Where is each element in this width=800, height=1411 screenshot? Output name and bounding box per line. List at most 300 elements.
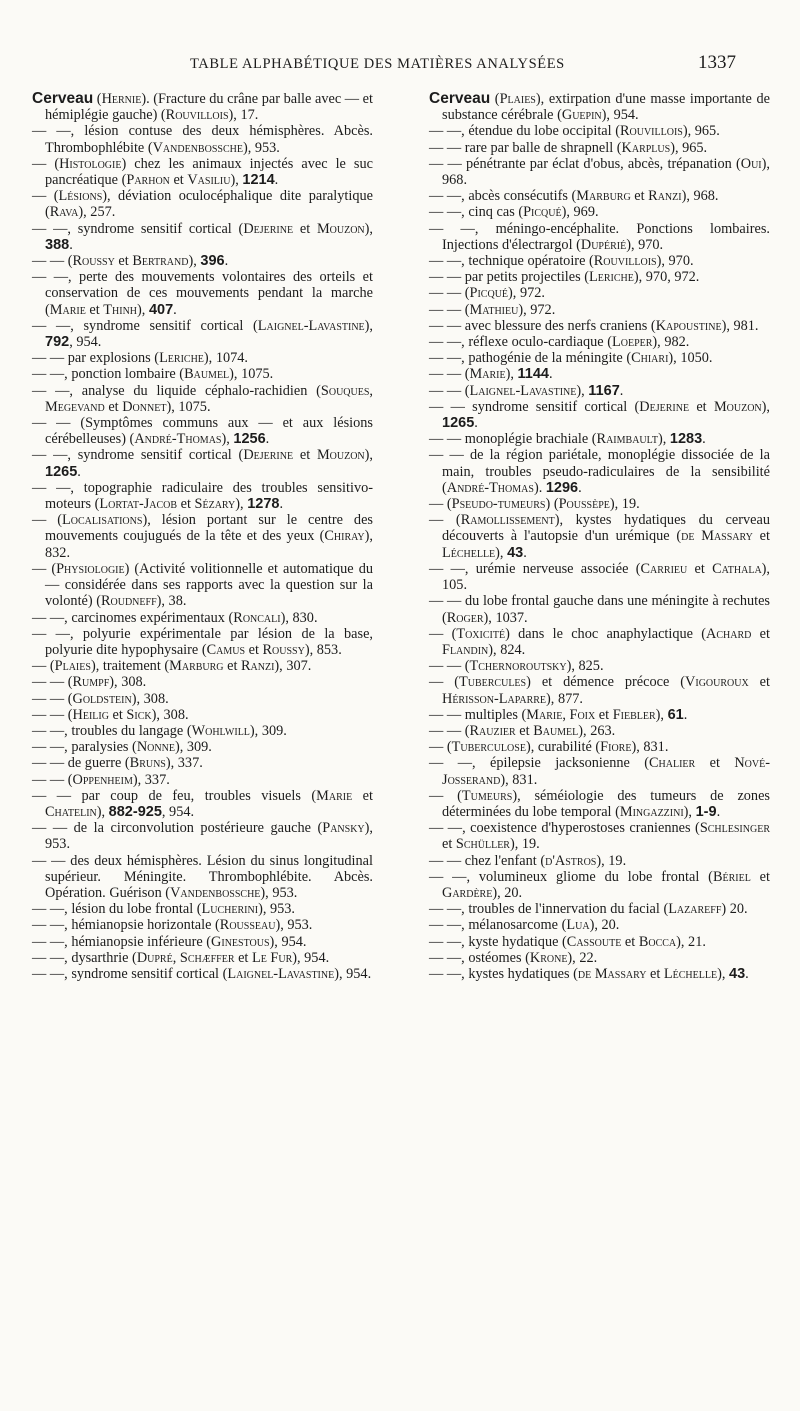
page-header xyxy=(0,52,800,80)
entry-text: et xyxy=(748,674,770,691)
entry-text: — —, troubles de l'innervation du facial ( xyxy=(429,901,669,918)
index-entry xyxy=(32,950,373,966)
author-name: Baumel xyxy=(533,722,579,739)
entry-text: ), 972. xyxy=(508,285,545,302)
author-name: Vasiliu xyxy=(187,172,231,189)
index-entry xyxy=(429,156,770,188)
entry-text: . xyxy=(279,496,284,513)
author-name: Dejerine xyxy=(243,220,294,237)
entry-text: , 954. xyxy=(161,803,195,820)
entry-text: et xyxy=(515,722,534,739)
entry-text: ), xyxy=(221,431,234,448)
entry-text: — —, kystes hydatiques ( xyxy=(429,965,578,982)
entry-text: et xyxy=(223,658,241,675)
entry-text: et xyxy=(595,706,613,723)
entry-text: . xyxy=(745,965,749,982)
entry-text: ), 38. xyxy=(156,593,187,610)
entry-text: — ( xyxy=(32,155,60,172)
index-entry xyxy=(429,561,770,593)
author-name: Marie xyxy=(316,787,353,804)
index-entry xyxy=(429,739,770,755)
index-entry xyxy=(429,966,770,982)
index-entry xyxy=(32,626,373,658)
entry-text: ), xyxy=(717,965,730,982)
entry-text: ), 953. xyxy=(258,901,295,918)
entry-text: — —, dysarthrie ( xyxy=(32,949,137,966)
entry-text: ), 307. xyxy=(274,658,312,675)
entry-text: ), extirpation d'une masse importante de substance cérébrale ( xyxy=(442,91,770,124)
index-entry xyxy=(32,156,373,188)
page-reference-bold: 882-925 xyxy=(108,803,162,820)
author-name: Sick xyxy=(126,706,152,723)
entry-text: . xyxy=(548,366,553,383)
entry-text: — ( xyxy=(429,512,461,529)
author-name: Laignel-Lavastine xyxy=(469,382,577,399)
entry-text: — —, hémianopsie inférieure ( xyxy=(32,933,212,950)
entry-text: , xyxy=(369,382,373,399)
entry-text: ), 830. xyxy=(280,609,318,626)
author-name: Guepin xyxy=(561,107,602,124)
entry-text: ), curabilité ( xyxy=(525,739,601,756)
entry-text: — — ( xyxy=(32,706,73,723)
entry-text: — —, topographie radiculaire des troubles sensitivo-moteurs ( xyxy=(32,479,373,513)
author-name: Rava xyxy=(49,204,79,221)
author-name: Mingazzini xyxy=(619,803,684,820)
index-entry xyxy=(32,561,373,610)
entry-text: ), déviation oculocéphalique dite paralytique ( xyxy=(45,188,374,221)
author-name: Wohlwill xyxy=(191,722,250,739)
entry-text: ), 337. xyxy=(165,755,203,772)
entry-text: et xyxy=(108,706,127,723)
left-column xyxy=(32,91,373,982)
index-entry xyxy=(429,658,770,674)
page-reference-bold: 1214 xyxy=(242,172,275,189)
entry-text: , 954. xyxy=(69,334,102,351)
entry-text: ), 877. xyxy=(546,690,583,707)
author-name: Thinh xyxy=(103,301,138,318)
author-name: Picqué xyxy=(523,204,562,221)
author-name: Roussy xyxy=(72,253,115,270)
entry-text: — —, lésion contuse des deux hémisphères. Abcès. Thrombophlébite ( xyxy=(32,123,373,156)
running-title: TABLE ALPHABÉTIQUE DES MATIÈRES ANALYSÉES xyxy=(190,56,565,72)
index-entry xyxy=(32,739,373,755)
author-name: Oppenheim xyxy=(72,771,133,788)
entry-text: et xyxy=(442,836,456,853)
index-entry xyxy=(429,123,770,139)
entry-text: ), 965. xyxy=(670,139,708,156)
entry-text: . xyxy=(716,803,721,820)
author-name: Rouvillois xyxy=(593,253,657,270)
entry-text: ), 953. xyxy=(45,820,373,853)
author-name: Kapoustine xyxy=(655,317,722,334)
entry-text: ) et démence précoce ( xyxy=(526,674,686,691)
entry-text: ), traitement ( xyxy=(90,658,170,675)
index-entry xyxy=(429,707,770,723)
index-entry xyxy=(32,350,373,366)
index-entry xyxy=(429,593,770,625)
author-name: Souques xyxy=(320,382,370,399)
author-name: Dupérié xyxy=(580,236,627,253)
entry-text: — —, ponction lombaire ( xyxy=(32,366,185,383)
page-reference-bold: 1265 xyxy=(442,415,475,432)
page-reference-bold: 1296 xyxy=(545,479,579,496)
author-name: Ranzi xyxy=(241,658,275,675)
index-entry xyxy=(429,399,770,431)
index-entry xyxy=(429,674,770,706)
entry-keyword: Cerveau xyxy=(429,90,491,107)
author-name: Bocca xyxy=(638,933,677,950)
page-reference-bold: 1283 xyxy=(669,431,703,448)
index-entry xyxy=(32,253,373,269)
entry-text: — — syndrome sensitif cortical ( xyxy=(429,398,640,415)
index-entry xyxy=(32,91,373,123)
entry-text: — — ( xyxy=(429,722,470,739)
index-entry xyxy=(429,934,770,950)
author-name: Bertrand xyxy=(132,253,189,270)
author-name: Fiore xyxy=(600,739,632,756)
author-name: Rouvillois xyxy=(165,107,229,124)
author-name: Carrieu xyxy=(640,560,688,577)
entry-text: et xyxy=(630,188,649,205)
entry-text: — — par petits projectiles ( xyxy=(429,269,590,286)
entry-text: et xyxy=(687,560,713,577)
author-name: Poussèpe xyxy=(558,496,610,513)
author-name: Schlesinger xyxy=(699,820,770,837)
author-name: Chalier xyxy=(649,755,696,772)
index-entry xyxy=(429,723,770,739)
author-name: Goldstein xyxy=(72,690,132,707)
entry-text: — ( xyxy=(32,512,63,529)
author-name: Vigouroux xyxy=(685,674,749,691)
entry-text: — ( xyxy=(429,674,460,691)
entry-text: et xyxy=(234,949,252,966)
index-entry xyxy=(32,188,373,220)
page-reference-bold: 1256 xyxy=(233,431,266,448)
entry-text: ), 982. xyxy=(652,334,690,351)
entry-text: et xyxy=(352,787,373,804)
entry-text: . xyxy=(683,706,688,723)
index-entry xyxy=(429,917,770,933)
entry-text: ), 19. xyxy=(609,496,640,513)
entry-text: . xyxy=(224,253,229,270)
entry-text: . xyxy=(619,382,624,399)
entry-text: — — avec blessure des nerfs craniens ( xyxy=(429,317,656,334)
index-entry xyxy=(32,820,373,852)
entry-text: ), kystes hydatiques du cerveau découverts à l'autopsie d'un urémique ( xyxy=(442,512,770,545)
page-reference-bold: 1167 xyxy=(588,382,620,399)
index-entry xyxy=(429,334,770,350)
author-name: Ranzi xyxy=(648,188,682,205)
author-name: Parhon xyxy=(126,172,170,189)
entry-text: et xyxy=(695,755,735,772)
author-name: Schæffer xyxy=(179,949,235,966)
author-name: de Massary xyxy=(577,965,647,982)
author-name: Leriche xyxy=(589,269,634,286)
index-entry xyxy=(429,383,770,399)
entry-text: — —, paralysies ( xyxy=(32,739,137,756)
entry-text: — — ( xyxy=(32,674,73,691)
entry-text: — —, réflexe oculo-cardiaque ( xyxy=(429,334,612,351)
entry-text: ), xyxy=(96,803,109,820)
entry-text: ), 953. xyxy=(242,139,280,156)
entry-text: et xyxy=(177,496,195,513)
index-entry xyxy=(429,269,770,285)
index-entry xyxy=(32,917,373,933)
author-name: André-Thomas xyxy=(134,431,222,448)
index-entry xyxy=(32,447,373,479)
author-name: Léchelle xyxy=(442,544,496,561)
page-reference-bold: 61 xyxy=(667,706,684,723)
author-name: Leriche xyxy=(159,350,204,367)
entry-text: — ( xyxy=(32,560,57,577)
entry-text: ), xyxy=(364,220,373,237)
author-name: Tchernoroutsky xyxy=(469,658,567,675)
index-entry xyxy=(32,512,373,561)
index-entry xyxy=(429,496,770,512)
entry-text: — —, abcès consécutifs ( xyxy=(429,188,577,205)
author-name: Localisations xyxy=(62,512,143,529)
index-entry xyxy=(429,253,770,269)
index-entry xyxy=(32,755,373,771)
author-name: de Massary xyxy=(681,528,753,545)
entry-text: ) 20. xyxy=(721,901,748,918)
entry-text: ) chez les animaux injectés avec le suc pancréatique ( xyxy=(45,155,373,189)
entry-text: — — par coup de feu, troubles visuels ( xyxy=(32,787,317,804)
author-name: Megevand xyxy=(45,398,105,415)
entry-text: ), 954. xyxy=(269,933,307,950)
entry-text: . xyxy=(173,301,177,318)
entry-text: — — de la circonvolution postérieure gauche ( xyxy=(32,820,323,837)
entry-text: ), 20. xyxy=(492,884,523,901)
author-name: Lua xyxy=(566,917,590,934)
entry-text: — —, épilepsie jacksonienne ( xyxy=(429,755,650,772)
index-entry xyxy=(32,221,373,253)
index-entry xyxy=(32,788,373,820)
entry-text: ), xyxy=(230,172,243,189)
entry-text: et xyxy=(689,398,714,415)
entry-text: ), 105. xyxy=(442,560,771,594)
author-name: Mouzon xyxy=(316,447,365,464)
entry-text: ), 954. xyxy=(601,107,639,124)
entry-text: ), 19. xyxy=(509,836,540,853)
page-reference-bold: 1265 xyxy=(45,463,78,480)
index-entry xyxy=(32,934,373,950)
author-name: Loeper xyxy=(612,334,653,351)
entry-text: ) (Activité volitionnelle et automatique du — considérée dans ses rapports avec la question sur la volonté) ( xyxy=(45,560,373,610)
author-name: Léchelle xyxy=(663,965,718,982)
index-entry xyxy=(32,269,373,318)
entry-text: et xyxy=(245,641,263,658)
index-entry xyxy=(429,204,770,220)
entry-text: — — par explosions ( xyxy=(32,350,160,367)
entry-text: — —, lésion du lobe frontal ( xyxy=(32,901,202,918)
index-entry xyxy=(429,318,770,334)
entry-text: ) dans le choc anaphylactique ( xyxy=(505,625,707,642)
entry-text: — —, urémie nerveuse associée ( xyxy=(429,560,641,577)
entry-text: et xyxy=(169,172,188,189)
index-entry xyxy=(32,610,373,626)
entry-text: — — rare par balle de shrapnell ( xyxy=(429,139,622,156)
author-name: Foix xyxy=(569,706,596,723)
entry-text: ), 308. xyxy=(151,706,189,723)
entry-text: et xyxy=(104,398,123,415)
entry-text: — —, analyse du liquide céphalo-rachidien ( xyxy=(32,382,321,399)
author-name: Mouzon xyxy=(316,220,365,237)
index-entry xyxy=(32,707,373,723)
author-name: Mouzon xyxy=(713,398,762,415)
entry-text: ), 981. xyxy=(721,317,759,334)
entry-text: et xyxy=(114,253,133,270)
entry-text: — — ( xyxy=(429,301,470,318)
entry-text: ), 22. xyxy=(567,949,598,966)
entry-text: ), 831. xyxy=(500,771,538,788)
entry-text: ), lésion portant sur le centre des mouvements coujugués de la tête et des yeux ( xyxy=(45,512,373,545)
entry-text: ), 17. xyxy=(228,107,259,124)
entry-text: ) ( xyxy=(545,496,559,513)
entry-text: . xyxy=(265,431,270,448)
author-name: Le Fur xyxy=(251,949,293,966)
author-name: Marburg xyxy=(169,658,224,675)
author-name: Marburg xyxy=(576,188,631,205)
index-entry xyxy=(32,415,373,447)
author-name: Roudneff xyxy=(100,593,157,610)
page-reference-bold: 407 xyxy=(148,301,174,318)
entry-text: — — ( xyxy=(429,285,470,302)
entry-text: ), xyxy=(364,447,373,464)
author-name: Nonne xyxy=(136,739,175,756)
entry-text: — —, étendue du lobe occipital ( xyxy=(429,123,620,140)
entry-text: ( xyxy=(93,91,102,107)
entry-text: — —, cinq cas ( xyxy=(429,204,524,221)
index-entry xyxy=(32,318,373,350)
author-name: Lucherini xyxy=(201,901,259,918)
entry-text: ), 1075. xyxy=(229,366,274,383)
author-name: Dejerine xyxy=(243,447,294,464)
entry-text: ), 953. xyxy=(275,917,313,934)
index-entry xyxy=(429,853,770,869)
index-entry xyxy=(429,366,770,382)
entry-text: ), 263. xyxy=(578,722,616,739)
entry-text: — ( xyxy=(429,787,462,804)
entry-text: — —, méningo-encéphalite. Ponctions lombaires. Injections d'électrargol ( xyxy=(429,220,770,253)
entry-text: — — ( xyxy=(429,366,470,383)
entry-text: ), xyxy=(576,382,589,399)
author-name: Krone xyxy=(529,949,568,966)
entry-text: ), 19. xyxy=(596,852,627,869)
author-name: Plaies xyxy=(54,658,91,675)
entry-text: ), 831. xyxy=(631,739,669,756)
entry-text: — — ( xyxy=(429,658,470,675)
entry-text: — — du lobe frontal gauche dans une méningite à rechutes ( xyxy=(429,593,770,626)
entry-keyword: Cerveau xyxy=(32,90,94,107)
index-entry xyxy=(429,626,770,658)
entry-text: ), 824. xyxy=(488,641,526,658)
entry-text: ), 853. xyxy=(304,641,342,658)
entry-text: et xyxy=(293,447,317,464)
entry-text: ), xyxy=(188,253,201,270)
author-name: Lésions xyxy=(58,188,103,205)
entry-text: ), 309. xyxy=(174,739,212,756)
author-name: Lazareff xyxy=(668,901,722,918)
entry-text: ), 308. xyxy=(131,690,169,707)
author-name: Roger xyxy=(446,609,484,626)
entry-text: ), 953. xyxy=(260,884,298,901)
entry-text: — —, hémianopsie horizontale ( xyxy=(32,917,220,934)
author-name: Picqué xyxy=(469,285,509,302)
entry-text: — —, coexistence d'hyperostoses craniennes ( xyxy=(429,820,700,837)
entry-text: — —, mélanosarcome ( xyxy=(429,917,567,934)
entry-text: ), 257. xyxy=(78,204,116,221)
index-entry xyxy=(32,691,373,707)
author-name: André-Thomas xyxy=(446,479,534,496)
author-name: Marie xyxy=(49,301,86,318)
author-name: Roussy xyxy=(262,641,305,658)
page-reference-bold: 1278 xyxy=(247,496,280,513)
page-reference-bold: 396 xyxy=(200,253,225,270)
entry-text: — — monoplégie brachiale ( xyxy=(429,431,597,448)
entry-text: — —, syndrome sensitif cortical ( xyxy=(32,965,228,982)
entry-text: — — de la région pariétale, monoplégie dissociée de la main, troubles pseudo-radiculaires de la sensibilité ( xyxy=(429,447,770,496)
index-entry xyxy=(429,91,770,123)
entry-text: et xyxy=(646,965,664,982)
author-name: Mathieu xyxy=(469,301,519,318)
author-name: Chiray xyxy=(324,528,365,545)
author-name: Dejerine xyxy=(639,398,690,415)
author-name: Cassoute xyxy=(566,933,622,950)
page-reference-bold: 1144 xyxy=(517,366,549,383)
index-entry xyxy=(32,123,373,155)
entry-text: ), 970, 972. xyxy=(633,269,700,286)
author-name: Gardère xyxy=(442,884,493,901)
author-name: Achard xyxy=(706,625,752,642)
author-name: Tubercules xyxy=(459,674,527,691)
entry-text: . xyxy=(523,544,527,561)
entry-text: — —, pathogénie de la méningite ( xyxy=(429,350,632,367)
author-name: Vandenbossche xyxy=(170,884,261,901)
entry-text: — — de guerre ( xyxy=(32,755,130,772)
index-entry xyxy=(32,674,373,690)
author-name: Physiologie xyxy=(56,560,125,577)
entry-text: et xyxy=(85,301,104,318)
entry-text: ), xyxy=(235,496,248,513)
entry-text: — —, syndrome sensitif cortical ( xyxy=(32,220,244,237)
entry-text: . xyxy=(702,431,706,448)
page-reference-bold: 43 xyxy=(729,965,746,982)
entry-text: ). xyxy=(533,479,546,496)
entry-text: . xyxy=(69,236,73,253)
index-entry xyxy=(429,285,770,301)
entry-text: — —, syndrome sensitif cortical ( xyxy=(32,317,258,334)
entry-text: et xyxy=(751,625,770,642)
entry-text: et xyxy=(750,868,770,885)
entry-text: ), 954. xyxy=(292,949,330,966)
entry-text: — —, kyste hydatique ( xyxy=(429,933,567,950)
entry-text: , xyxy=(172,949,180,966)
index-entry xyxy=(429,950,770,966)
index-entry xyxy=(429,447,770,496)
entry-text: et xyxy=(752,528,770,545)
author-name: Fiebler xyxy=(612,706,656,723)
entry-text: ), 1075. xyxy=(166,398,211,415)
entry-text: ), xyxy=(495,544,508,561)
entry-text: ). (Fracture du crâne par balle avec — et hémiplégie gauche) ( xyxy=(45,91,373,124)
author-name: Chatelin xyxy=(45,803,97,820)
author-name: Dupré xyxy=(136,949,173,966)
author-name: Ginestous xyxy=(211,933,270,950)
index-entry xyxy=(32,723,373,739)
index-entry xyxy=(429,302,770,318)
entry-text: . xyxy=(474,415,478,432)
